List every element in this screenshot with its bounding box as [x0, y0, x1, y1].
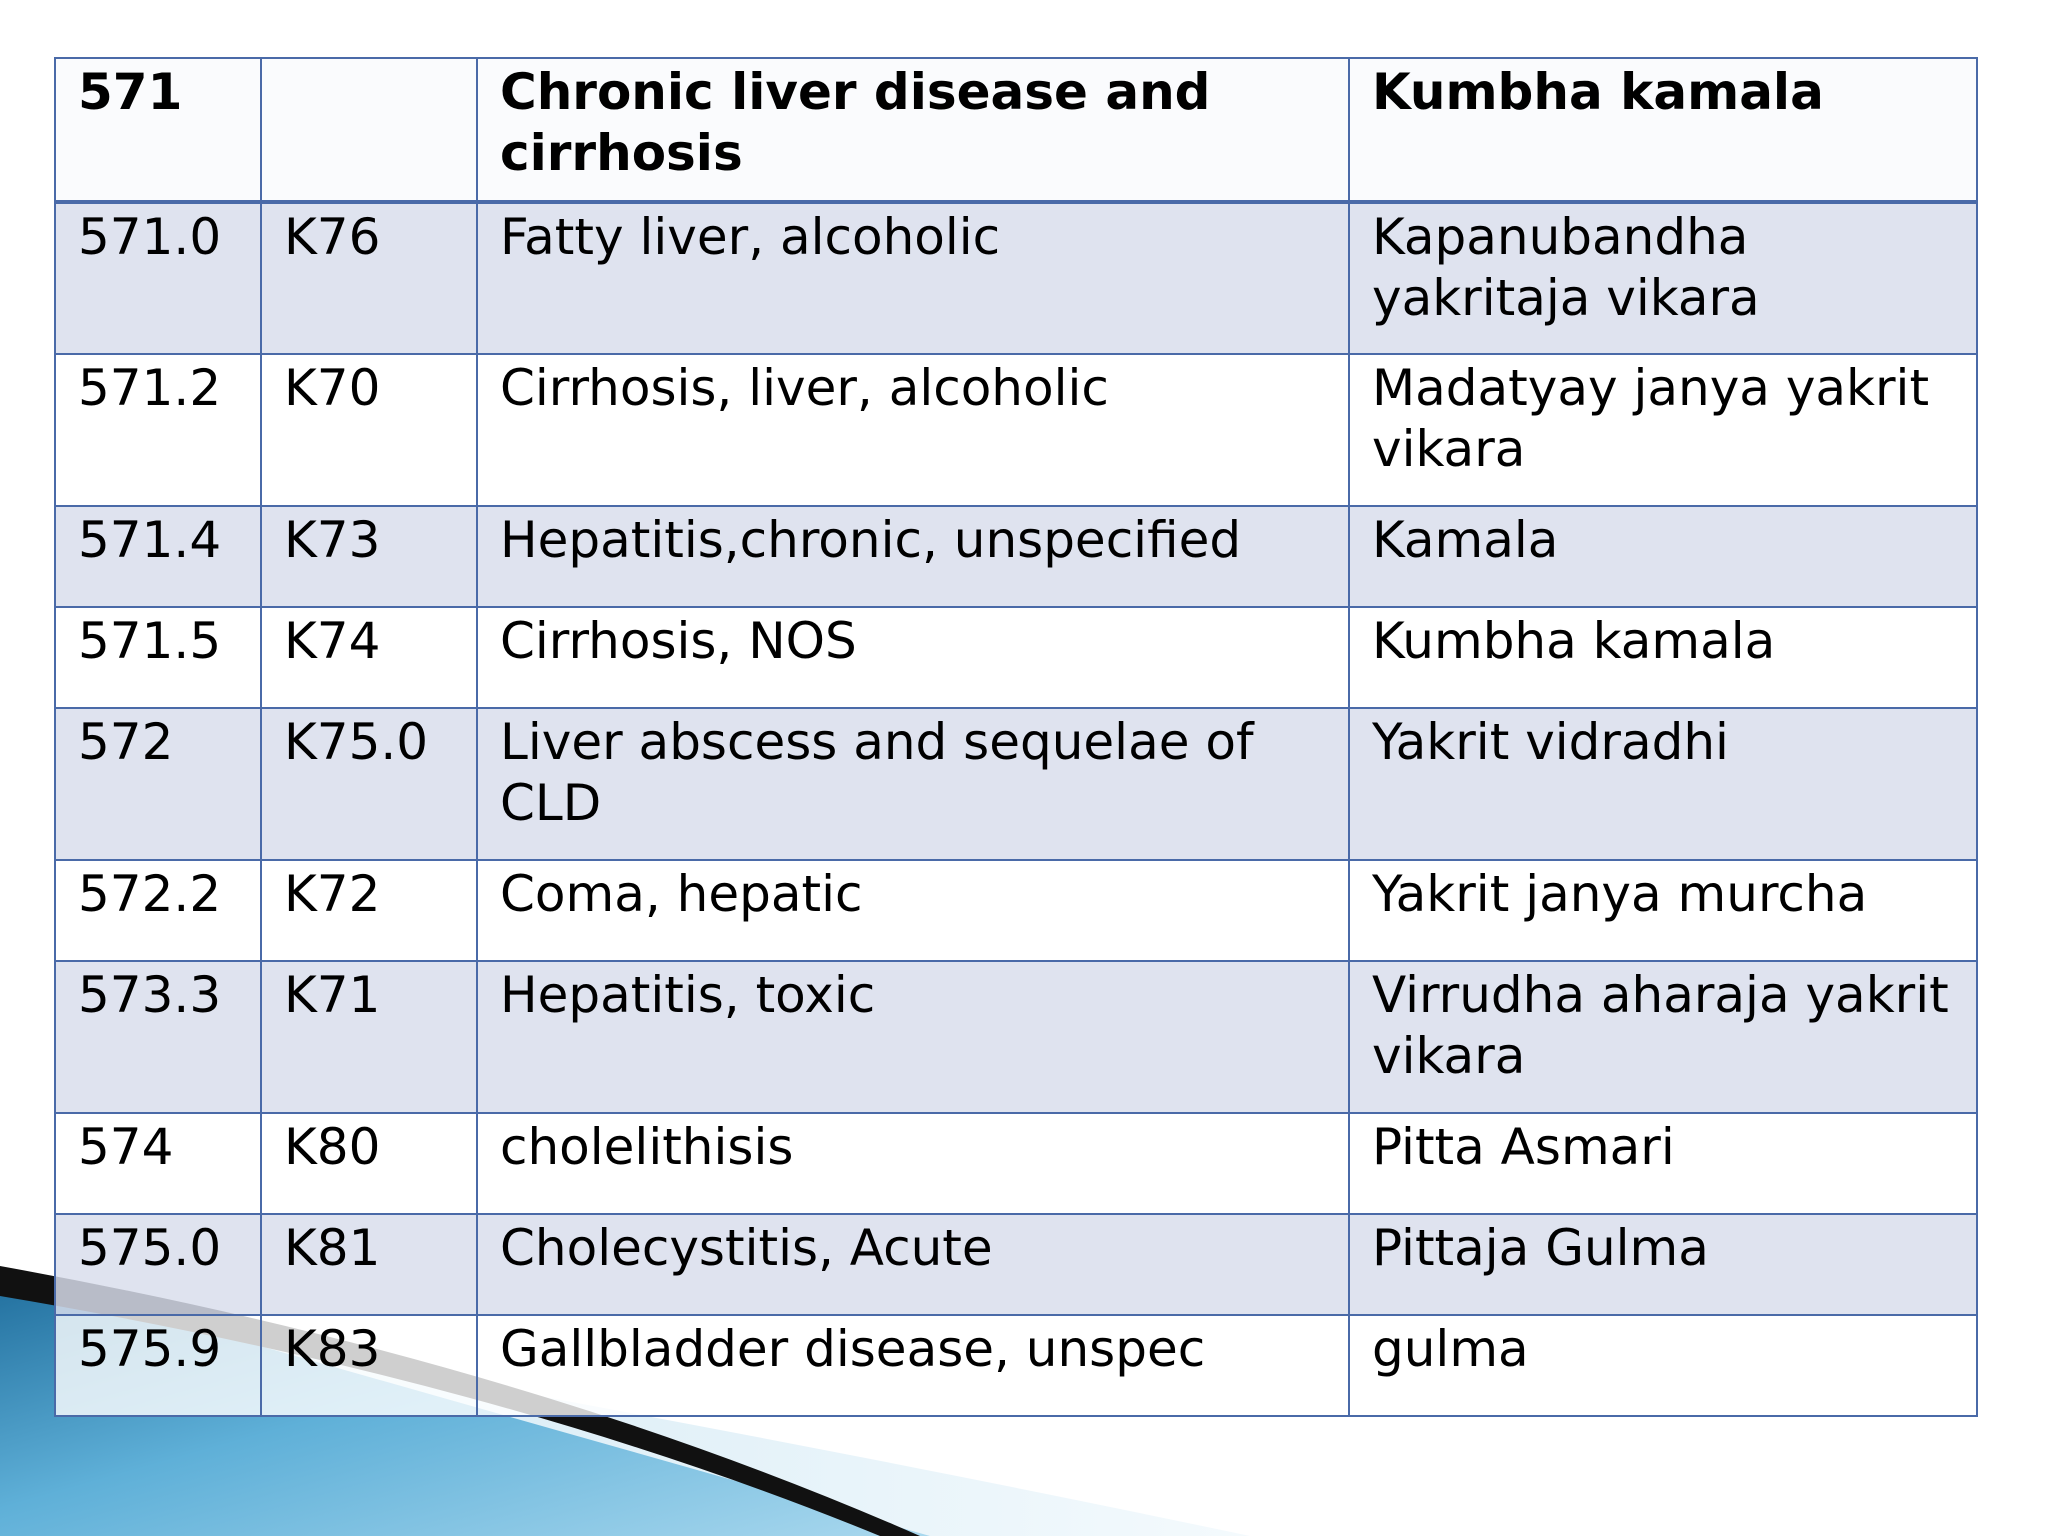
cell-icd10-code: K83 — [261, 1315, 477, 1416]
cell-disease: Coma, hepatic — [477, 860, 1349, 961]
cell-ayurveda-term: Yakrit vidradhi — [1349, 708, 1977, 860]
cell-ayurveda-term: Yakrit janya murcha — [1349, 860, 1977, 961]
cell-disease: Fatty liver, alcoholic — [477, 202, 1349, 354]
cell-icd10-code: K80 — [261, 1113, 477, 1214]
cell-icd10-code: K70 — [261, 354, 477, 506]
cell-disease: cholelithisis — [477, 1113, 1349, 1214]
cell-ayurveda-term: Kamala — [1349, 506, 1977, 607]
cell-icd10-code: K72 — [261, 860, 477, 961]
table-row — [55, 708, 1977, 860]
table-row — [55, 1113, 1977, 1214]
table-row — [55, 961, 1977, 1113]
table-row — [55, 506, 1977, 607]
cell-disease: Cholecystitis, Acute — [477, 1214, 1349, 1315]
table-row — [55, 1315, 1977, 1416]
cell-icd9-code: 575.0 — [55, 1214, 261, 1315]
cell-icd9-code: 575.9 — [55, 1315, 261, 1416]
table-row — [55, 354, 1977, 506]
cell-ayurveda-term: Kapanubandha yakritaja vikara — [1349, 202, 1977, 354]
icd-mapping-table — [54, 57, 1978, 1417]
cell-icd9-code: 571.0 — [55, 202, 261, 354]
cell-icd9-code: 572.2 — [55, 860, 261, 961]
table-header-row — [55, 58, 1977, 202]
cell-icd10-code: K73 — [261, 506, 477, 607]
cell-ayurveda-term: Madatyay janya yakrit vikara — [1349, 354, 1977, 506]
table-row — [55, 202, 1977, 354]
cell-icd9-code: 571.2 — [55, 354, 261, 506]
cell-icd10-code: K75.0 — [261, 708, 477, 860]
cell-icd10-code: K74 — [261, 607, 477, 708]
cell-icd10-code: K81 — [261, 1214, 477, 1315]
table-row — [55, 860, 1977, 961]
cell-icd9-code: 574 — [55, 1113, 261, 1214]
cell-ayurveda-term: Pittaja Gulma — [1349, 1214, 1977, 1315]
table-row — [55, 607, 1977, 708]
header-icd9-code: 571 — [55, 58, 261, 202]
header-disease: Chronic liver disease and cirrhosis — [477, 58, 1349, 202]
cell-icd9-code: 571.5 — [55, 607, 261, 708]
cell-ayurveda-term: Virrudha aharaja yakrit vikara — [1349, 961, 1977, 1113]
cell-ayurveda-term: Pitta Asmari — [1349, 1113, 1977, 1214]
header-ayurveda-term: Kumbha kamala — [1349, 58, 1977, 202]
table-row — [55, 1214, 1977, 1315]
cell-disease: Hepatitis, toxic — [477, 961, 1349, 1113]
cell-icd10-code: K71 — [261, 961, 477, 1113]
header-icd10-code — [261, 58, 477, 202]
cell-disease: Hepatitis,chronic, unspecified — [477, 506, 1349, 607]
cell-icd9-code: 571.4 — [55, 506, 261, 607]
cell-disease: Liver abscess and sequelae of CLD — [477, 708, 1349, 860]
cell-disease: Gallbladder disease, unspec — [477, 1315, 1349, 1416]
cell-icd10-code: K76 — [261, 202, 477, 354]
cell-disease: Cirrhosis, NOS — [477, 607, 1349, 708]
cell-ayurveda-term: gulma — [1349, 1315, 1977, 1416]
cell-disease: Cirrhosis, liver, alcoholic — [477, 354, 1349, 506]
cell-icd9-code: 572 — [55, 708, 261, 860]
cell-icd9-code: 573.3 — [55, 961, 261, 1113]
cell-ayurveda-term: Kumbha kamala — [1349, 607, 1977, 708]
